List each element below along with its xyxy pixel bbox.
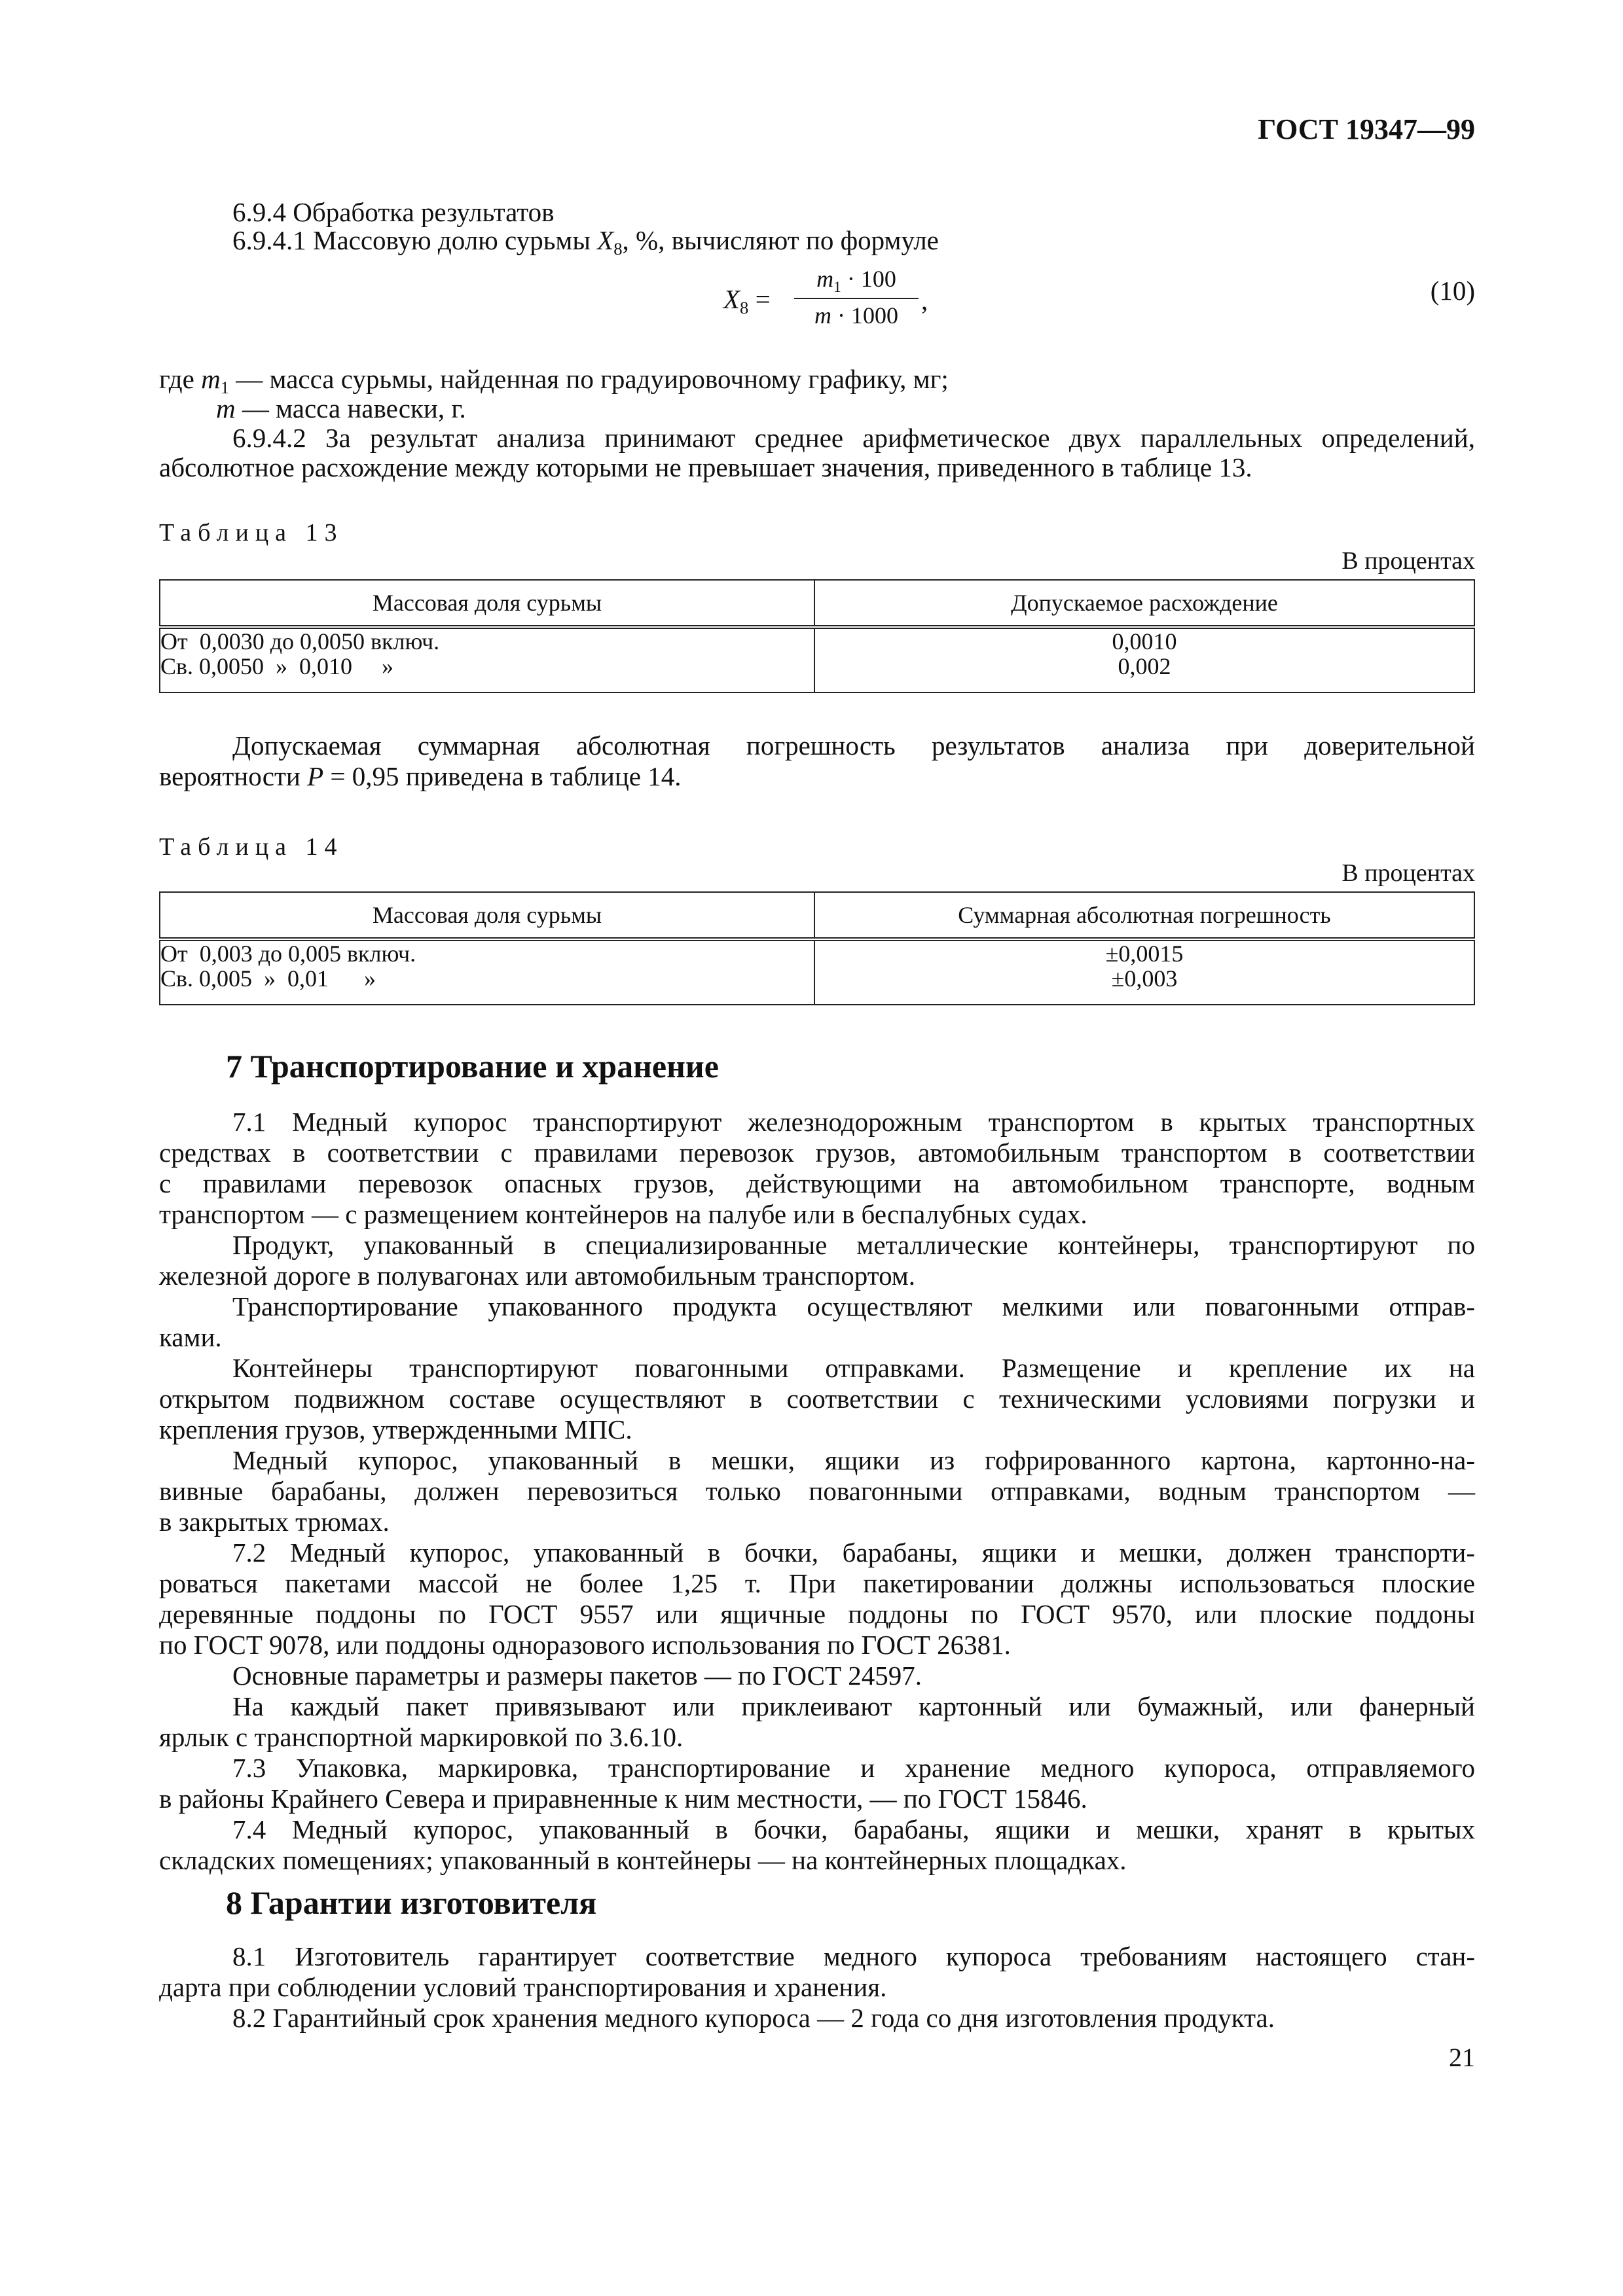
table-13-unit: В процентах — [1341, 547, 1475, 575]
table-cell: От 0,003 до 0,005 включ. Св. 0,005 » 0,01 » — [160, 939, 814, 1005]
fraction-bar — [794, 298, 919, 299]
paragraph-line: ками. — [159, 1322, 222, 1352]
paragraph-line: 8.2 Гарантийный срок хранения медного купороса — 2 года со дня изготовления продукта. — [232, 2003, 1275, 2033]
where-line-1: где $m_1$ — масса сурьмы, найденная по градуировочному графику, мг; — [159, 364, 949, 397]
table-header-cell: Массовая доля сурьмы — [160, 580, 814, 627]
paragraph-line: Медный купорос, упакованный в мешки, ящики из гофрированного картона, картонно-на- — [232, 1445, 1475, 1475]
equation-number: (10) — [1430, 276, 1475, 306]
paragraph-line: крепления грузов, утвержденными МПС. — [159, 1414, 632, 1444]
paragraph-line: 7.3 Упаковка, маркировка, транспортирование и хранение медного купороса, отправляемого — [232, 1753, 1475, 1783]
formula-numerator: $m_1 \cdot 100$ — [816, 266, 896, 296]
paragraph-line: Транспортирование упакованного продукта осуществляют мелкими или повагонными отправ- — [232, 1291, 1475, 1321]
paragraph-line: в закрытых трюмах. — [159, 1507, 390, 1537]
page-number: 21 — [1449, 2043, 1475, 2072]
paragraph-line: 8.1 Изготовитель гарантирует соответствие медного купороса требованиям настоящего стан- — [232, 1941, 1475, 1971]
paragraph-line: На каждый пакет привязывают или приклеивают картонный или бумажный, или фанерный — [232, 1691, 1475, 1721]
table-cell: ±0,0015 ±0,003 — [814, 939, 1474, 1005]
paragraph-line: вероятности P = 0,95 приведена в таблице 14. — [159, 761, 682, 791]
table-13 — [159, 579, 1475, 693]
paragraph-line: по ГОСТ 9078, или поддоны одноразового использования по ГОСТ 26381. — [159, 1630, 1011, 1660]
paragraph-line: 7.4 Медный купорос, упакованный в бочки, барабаны, ящики и мешки, хранят в крытых — [232, 1814, 1475, 1844]
paragraph-line: складских помещениях; упакованный в контейнеры — на контейнерных площадках. — [159, 1845, 1127, 1875]
table-13-caption: Таблица 13 — [159, 519, 344, 547]
formula: $X_8$ = $m_1 \cdot 100$ m · 1000 , — [723, 266, 928, 329]
paragraph-line: Допускаемая суммарная абсолютная погрешность результатов анализа при доверительной — [232, 730, 1475, 761]
paragraph-line: роваться пакетами массой не более 1,25 т. При пакетировании должны использоваться плоские — [159, 1568, 1475, 1598]
table-header-cell: Массовая доля сурьмы — [160, 892, 814, 939]
paragraph-line: деревянные поддоны по ГОСТ 9557 или ящичные поддоны по ГОСТ 9570, или плоские поддоны — [159, 1599, 1475, 1629]
paragraph-line: ярлык с транспортной маркировкой по 3.6.10. — [159, 1722, 684, 1752]
table-cell: 0,0010 0,002 — [814, 627, 1474, 692]
section-8-heading: 8 Гарантии изготовителя — [226, 1884, 597, 1921]
paragraph-line: средствах в соответствии с правилами перевозок грузов, автомобильным транспортом в соответствии — [159, 1138, 1475, 1168]
paragraph-line: транспортом — с размещением контейнеров на палубе или в беспалубных судах. — [159, 1199, 1087, 1229]
table-cell: От 0,0030 до 0,0050 включ. Св. 0,0050 » 0,010 » — [160, 627, 814, 692]
document-header: ГОСТ 19347—99 — [1258, 113, 1475, 145]
section-7-heading: 7 Транспортирование и хранение — [226, 1048, 719, 1085]
paragraph-line: Контейнеры транспортируют повагонными отправками. Размещение и крепление их на — [232, 1353, 1475, 1383]
table-header-cell: Допускаемое расхождение — [814, 580, 1474, 627]
table-header-cell: Суммарная абсолютная погрешность — [814, 892, 1474, 939]
paragraph-line: Основные параметры и размеры пакетов — по ГОСТ 24597. — [232, 1660, 922, 1691]
paragraph-line: 7.1 Медный купорос транспортируют железнодорожным транспортом в крытых транспортных — [232, 1107, 1475, 1137]
paragraph-line: открытом подвижном составе осуществляют в соответствии с техническими условиями погрузки и — [159, 1384, 1475, 1414]
paragraph-line: железной дороге в полувагонах или автомобильным транспортом. — [159, 1261, 915, 1291]
table-14-caption: Таблица 14 — [159, 833, 344, 861]
table-14 — [159, 891, 1475, 1005]
paragraph-line: 6.9.4.2 За результат анализа принимают среднее арифметическое двух параллельных определений, — [232, 423, 1475, 453]
paragraph-line: в районы Крайнего Севера и приравненные к ним местности, — по ГОСТ 15846. — [159, 1784, 1087, 1814]
paragraph-line: с правилами перевозок опасных грузов, действующими на автомобильном транспорте, водным — [159, 1168, 1475, 1198]
paragraph-line: абсолютное расхождение между которыми не превышает значения, приведенного в таблице 13. — [159, 452, 1252, 482]
subsection-title: 6.9.4 Обработка результатов — [232, 197, 555, 227]
formula-denominator: m · 1000 — [814, 302, 898, 329]
paragraph-line: дарта при соблюдении условий транспортирования и хранения. — [159, 1972, 887, 2002]
paragraph-line: вивные барабаны, должен перевозиться только повагонными отправками, водным транспортом — — [159, 1476, 1475, 1506]
where-line-2: m — масса навески, г. — [216, 393, 466, 423]
paragraph-line: 7.2 Медный купорос, упакованный в бочки, барабаны, ящики и мешки, должен транспорти- — [232, 1537, 1475, 1568]
formula-intro: 6.9.4.1 Массовую долю сурьмы $X_8$, %, вычисляют по формуле — [232, 225, 939, 259]
table-14-unit: В процентах — [1341, 859, 1475, 887]
paragraph-line: Продукт, упакованный в специализированные металлические контейнеры, транспортируют по — [232, 1230, 1475, 1260]
